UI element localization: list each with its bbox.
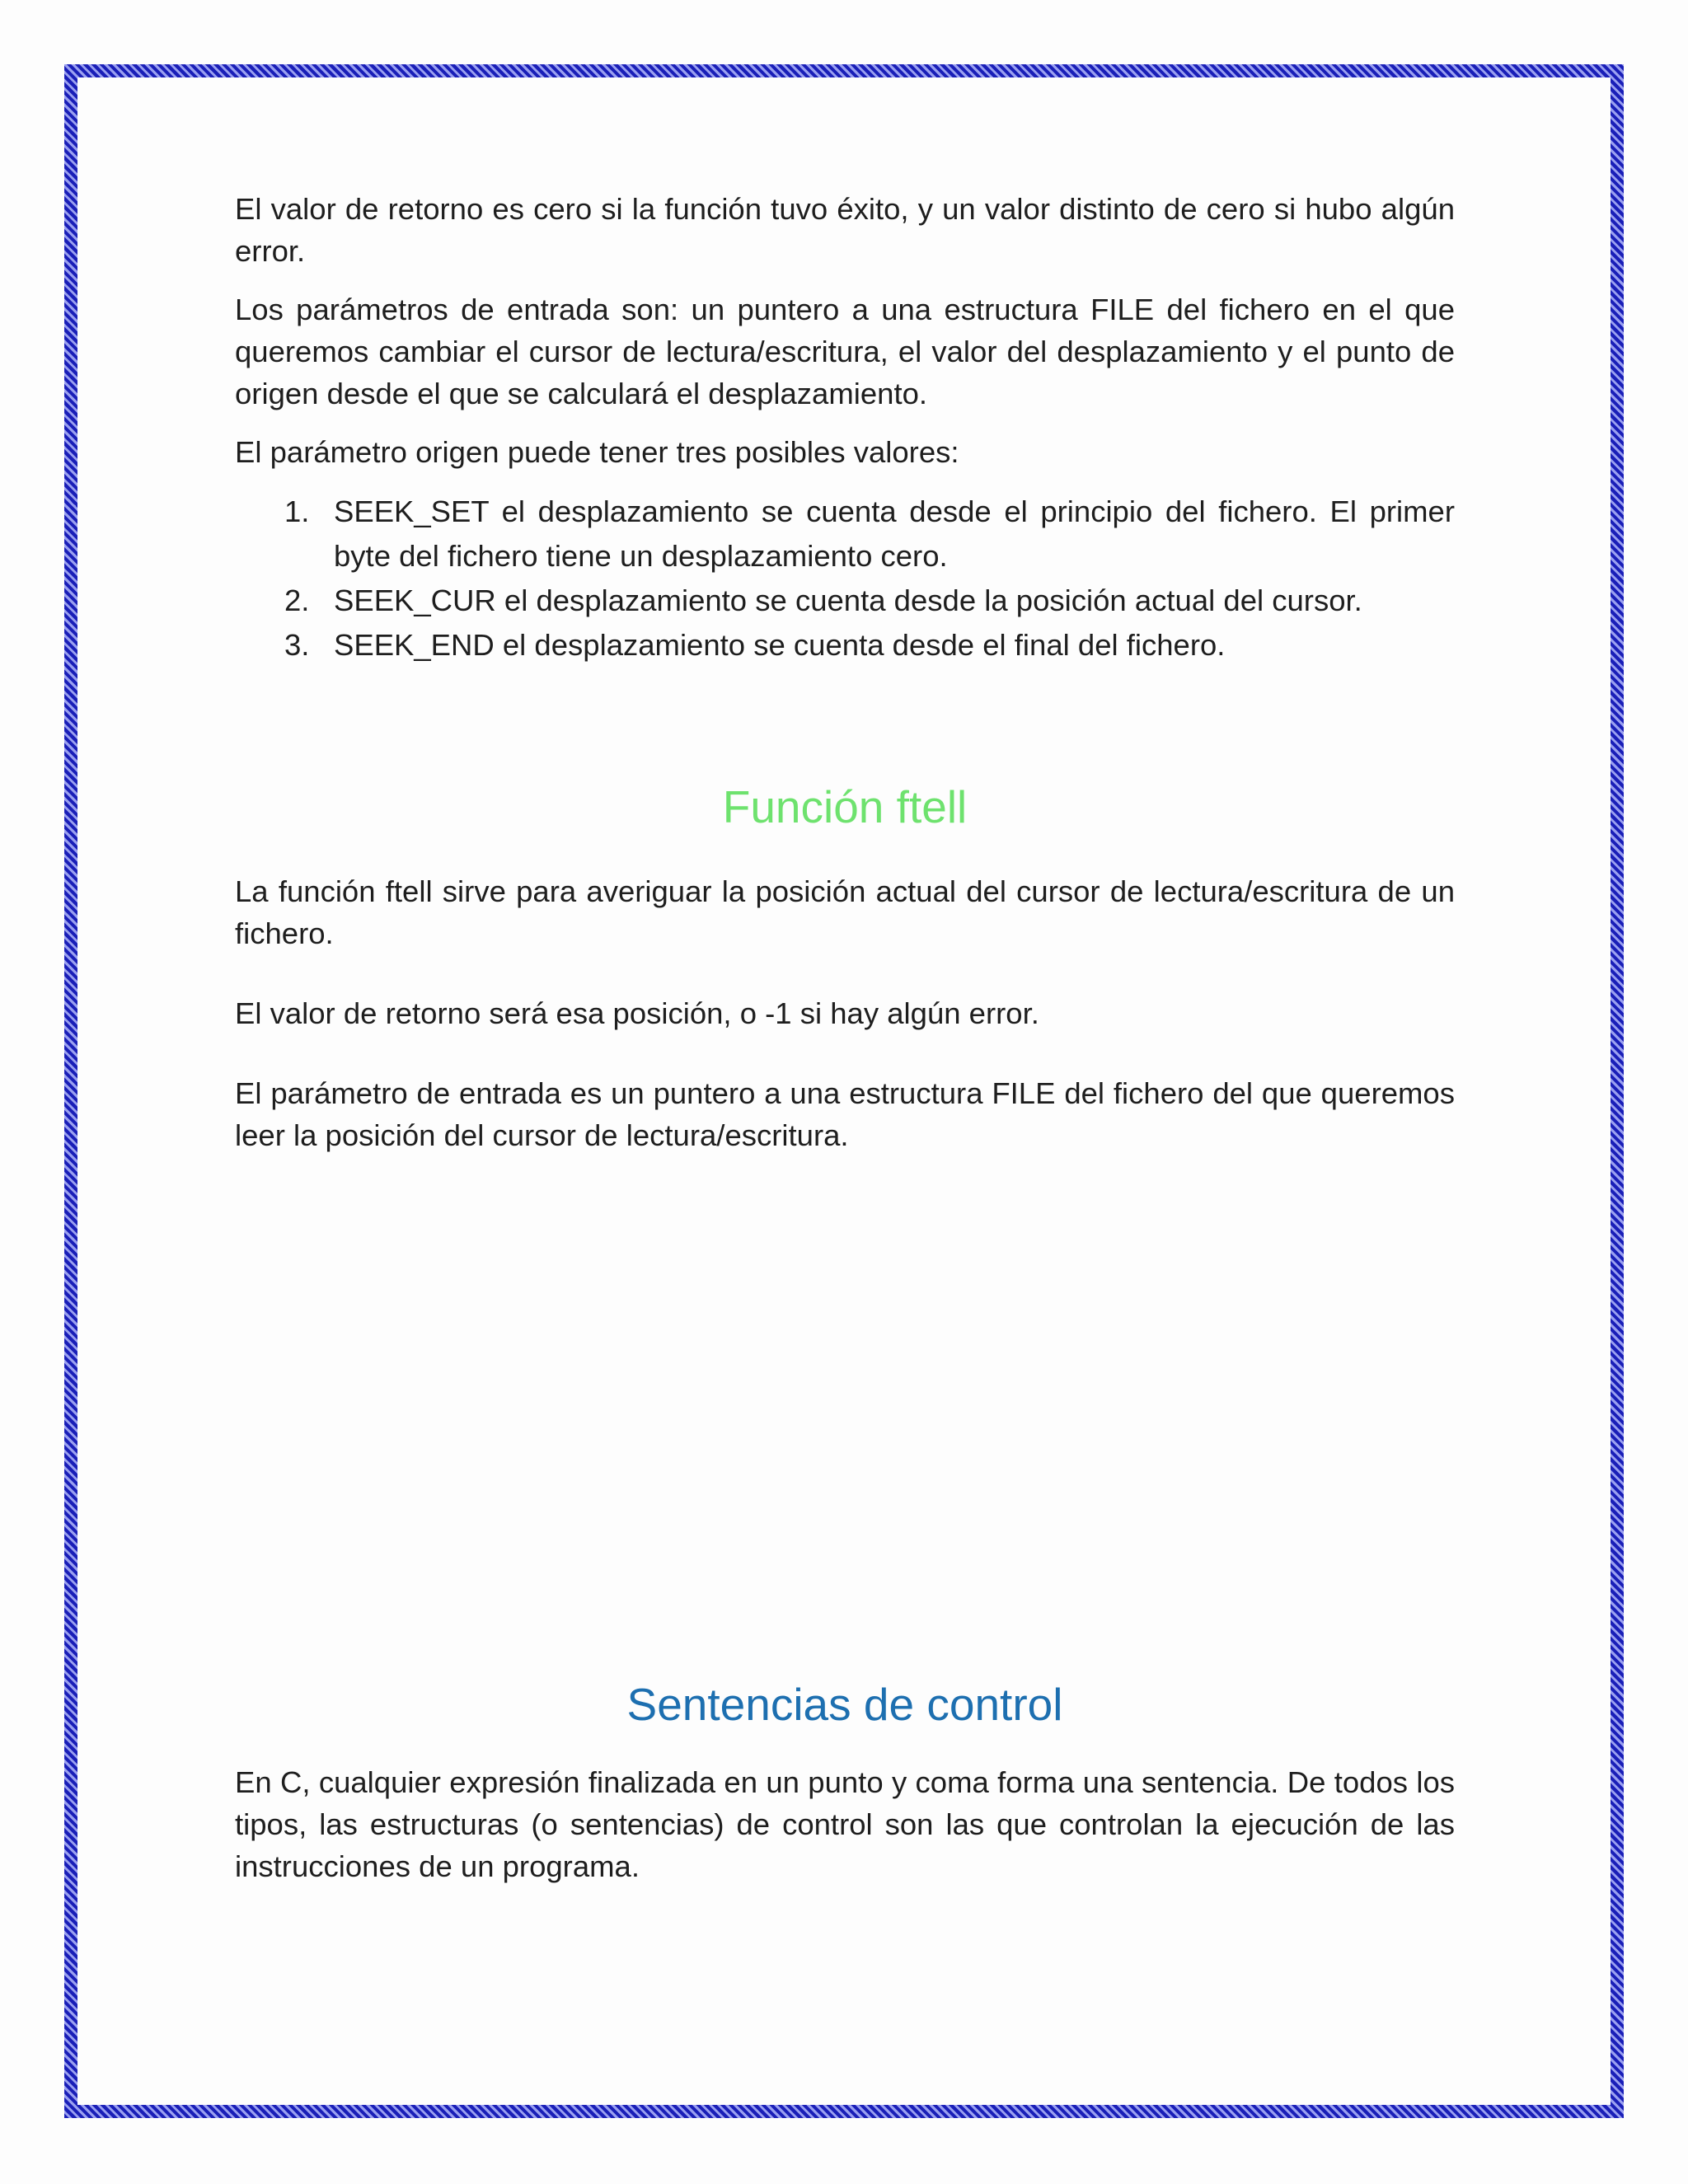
list-item-number: 3. [284, 628, 310, 662]
list-item [235, 579, 1455, 623]
input-params-paragraph: Los parámetros de entrada son: un puntero a una estructura FILE del fichero en el que queremos cambiar el cursor de lectura/escritura, el valor del desplazamiento y el punto de origen desde el que se calculará el desplazamiento. [235, 293, 1455, 410]
list-item-text: SEEK_SET el desplazamiento se cuenta desde el principio del fichero. El primer byte del fichero tiene un desplazamiento cero. [334, 494, 1455, 573]
list-item-number: 1. [284, 494, 310, 528]
list-item [235, 490, 1455, 579]
list-item-number: 2. [284, 583, 310, 617]
ftell-description-paragraph: La función ftell sirve para averiguar la posición actual del cursor de lectura/escritura de un fichero. [235, 874, 1455, 950]
ftell-input-paragraph: El parámetro de entrada es un puntero a una estructura FILE del fichero del que queremos leer la posición del cursor de lectura/escritura. [235, 1076, 1455, 1152]
ftell-section-title: Función ftell [722, 781, 968, 832]
ftell-return-paragraph: El valor de retorno será esa posición, o -1 si hay algún error. [235, 996, 1039, 1030]
return-value-paragraph: El valor de retorno es cero si la función tuvo éxito, y un valor distinto de cero si hubo algún error. [235, 192, 1455, 268]
list-item [235, 623, 1455, 668]
control-intro-paragraph: En C, cualquier expresión finalizada en un punto y coma forma una sentencia. De todos los tipos, las estructuras (o sentencias) de control son las que controlan la ejecución de las instrucciones de un programa. [235, 1765, 1455, 1883]
list-item-text: SEEK_END el desplazamiento se cuenta desde el final del fichero. [334, 628, 1226, 662]
origin-values-list [235, 490, 1455, 668]
origin-values-intro: El parámetro origen puede tener tres posibles valores: [235, 435, 959, 469]
document-body [235, 188, 1455, 1904]
list-item-text: SEEK_CUR el desplazamiento se cuenta desde la posición actual del cursor. [334, 583, 1362, 617]
control-section-title: Sentencias de control [626, 1679, 1063, 1730]
